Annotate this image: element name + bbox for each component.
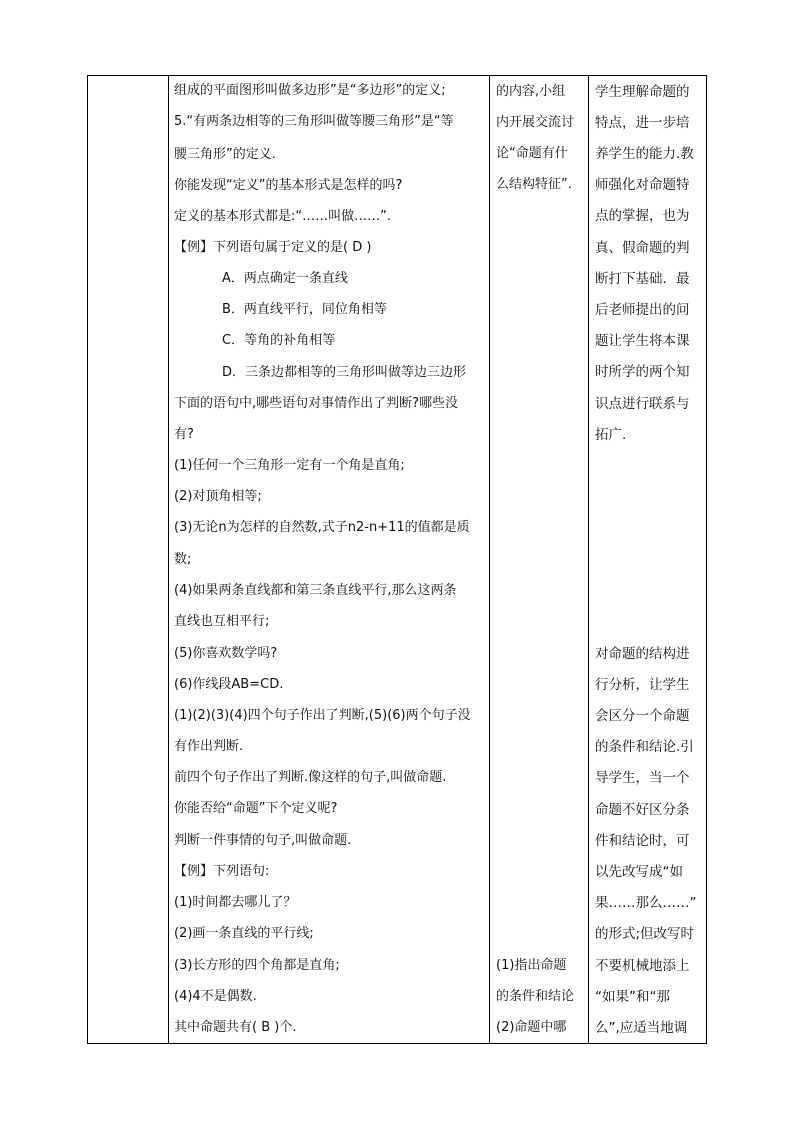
content-line: 有作出判断.	[174, 739, 244, 754]
intent-line: 的形式;但改写时	[595, 926, 695, 942]
content-line: (4)4不是偶数.	[174, 989, 257, 1004]
option-a: A．两点确定一条直线	[222, 271, 348, 286]
content-line: (1)(2)(3)(4)四个句子作出了判断,(5)(6)两个句子没	[174, 708, 471, 723]
content-line: (3)无论n为怎样的自然数,式子n2-n+11的值都是质	[174, 520, 470, 535]
content-line: (3)长方形的四个角都是直角;	[174, 958, 340, 973]
student-line: 论“命题有什	[496, 146, 568, 161]
column-divider	[168, 76, 169, 1043]
intent-line: “如果”和“那	[595, 989, 670, 1005]
intent-line: 对命题的结构进	[595, 646, 690, 662]
content-line: (2)对顶角相等;	[174, 489, 262, 504]
student-line: 内开展交流讨	[496, 115, 575, 130]
content-line: (4)如果两条直线都和第三条直线平行,那么这两条	[174, 583, 457, 598]
option-c: C．等角的补角相等	[222, 333, 336, 348]
content-line: 5.“有两条边相等的三角形叫做等腰三角形”是“等	[174, 114, 454, 129]
content-line: 直线也互相平行;	[174, 614, 270, 629]
option-d: D．三条边都相等的三角形叫做等边三边形	[222, 365, 467, 380]
intent-line: 真、假命题的判	[595, 240, 690, 256]
content-line: 前四个句子作出了判断.像这样的句子,叫做命题.	[174, 770, 447, 785]
intent-line: 导学生，当一个	[595, 770, 690, 786]
intent-line: 特点，进一步培	[595, 115, 690, 131]
content-line: (6)作线段AB=CD.	[174, 677, 284, 692]
content-line: 你能发现“定义”的基本形式是怎样的吗?	[174, 178, 403, 193]
intent-line: 命题不好区分条	[595, 802, 690, 818]
content-line: 判断一件事情的句子,叫做命题.	[174, 833, 352, 848]
intent-line: 行分析，让学生	[595, 677, 690, 693]
intent-line: 养学生的能力.教	[595, 146, 694, 162]
content-line: 数;	[174, 552, 192, 567]
student-line: 的条件和结论	[496, 989, 575, 1004]
student-line: 么结构特征”.	[496, 177, 572, 192]
intent-line: 会区分一个命题	[595, 708, 690, 724]
column-divider	[489, 76, 490, 1043]
intent-line: 果……那么……”	[595, 895, 697, 911]
intent-line: 点的掌握，也为	[595, 208, 690, 224]
intent-line: 不要机械地添上	[595, 958, 690, 974]
intent-line: 拓广.	[595, 427, 627, 443]
example-heading: 【例】下列语句属于定义的是( D )	[174, 240, 372, 255]
content-line: 定义的基本形式都是:“……叫做……”.	[174, 209, 391, 224]
intent-line: 题让学生将本课	[595, 333, 690, 349]
student-line: 的内容,小组	[496, 84, 566, 99]
content-line: 你能否给“命题”下个定义呢?	[174, 801, 338, 816]
student-line: (1)指出命题	[496, 958, 567, 973]
content-line: 其中命题共有( B )个.	[174, 1020, 297, 1035]
content-line: 组成的平面图形叫做多边形”是“多边形”的定义;	[174, 83, 446, 98]
content-line: (2)画一条直线的平行线;	[174, 926, 314, 941]
content-line: 腰三角形”的定义.	[174, 147, 276, 162]
content-line: (1)任何一个三角形一定有一个角是直角;	[174, 458, 405, 473]
example-heading: 【例】下列语句:	[174, 864, 270, 879]
content-line: (5)你喜欢数学吗?	[174, 646, 278, 661]
content-line: 有?	[174, 427, 194, 442]
intent-line: 时所学的两个知	[595, 364, 690, 380]
intent-line: 师强化对命题特	[595, 177, 690, 193]
intent-line: 后老师提出的问	[595, 302, 690, 318]
intent-line: 识点进行联系与	[595, 396, 690, 412]
intent-line: 学生理解命题的	[595, 84, 690, 100]
content-line: (1)时间都去哪儿了？	[174, 895, 297, 910]
student-line: (2)命题中哪	[496, 1020, 567, 1035]
intent-line: 断打下基础．最	[595, 271, 690, 287]
content-line: 下面的语句中,哪些语句对事情作出了判断?哪些没	[174, 396, 459, 411]
intent-line: 么”,应适当地调	[595, 1020, 688, 1036]
intent-line: 以先改写成“如	[595, 864, 683, 880]
column-divider	[588, 76, 589, 1043]
intent-line: 件和结论时，可	[595, 833, 690, 849]
option-b: B．两直线平行，同位角相等	[222, 302, 387, 317]
intent-line: 的条件和结论.引	[595, 739, 694, 755]
